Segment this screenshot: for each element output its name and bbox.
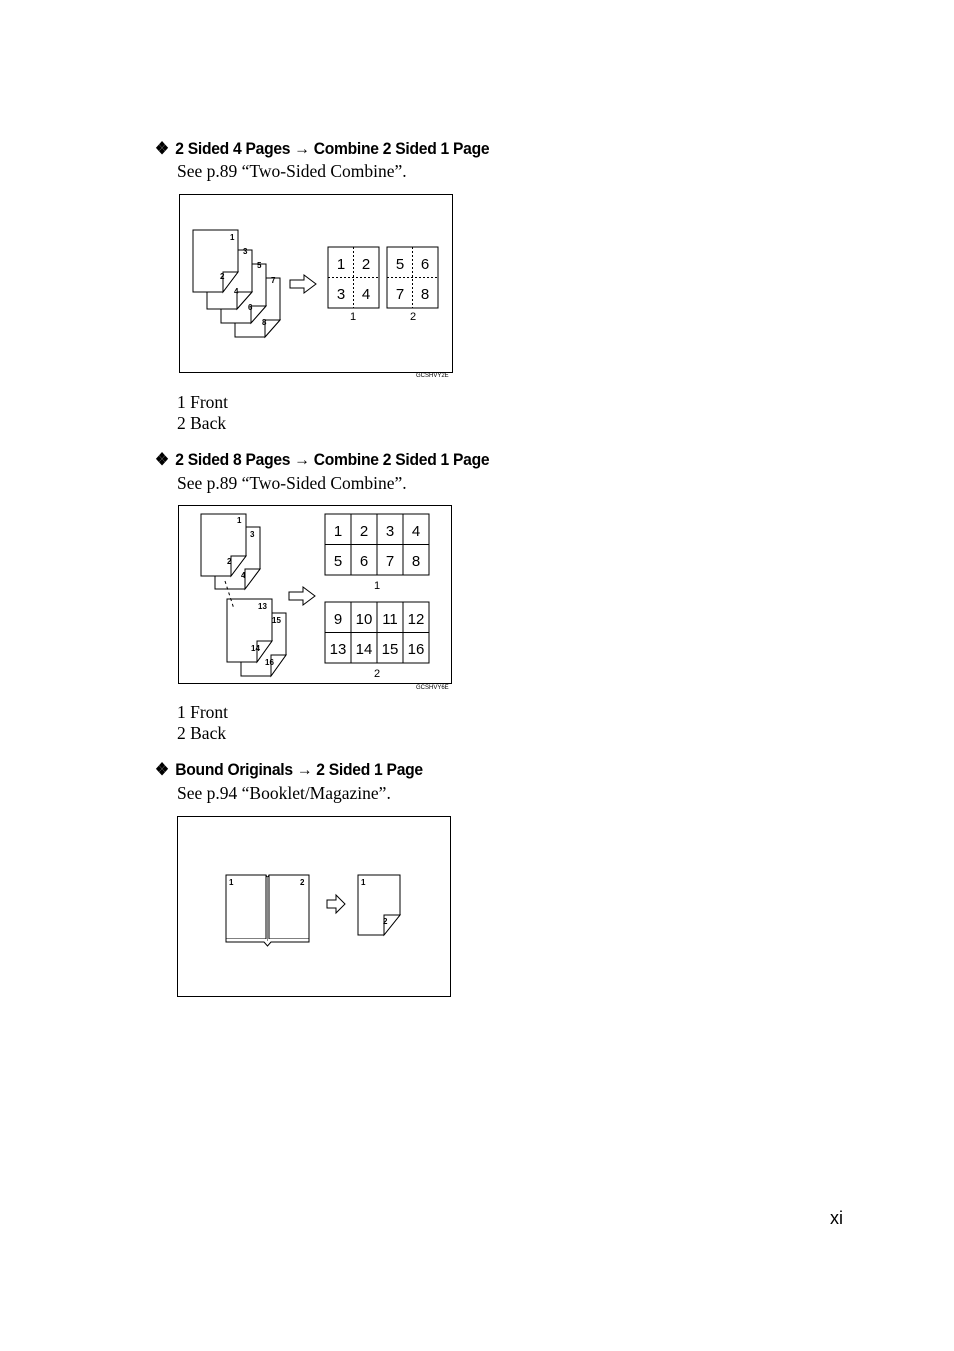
original-label-4: 4 xyxy=(241,571,246,580)
legend-back: 2 Back xyxy=(177,413,227,433)
book-page-label-2: 2 xyxy=(300,878,305,887)
sheet-label-back: 2 xyxy=(373,668,381,680)
heading-source: 2 Sided 4 Pages xyxy=(175,139,291,158)
original-label-14: 14 xyxy=(251,644,260,653)
original-label-6: 6 xyxy=(248,303,253,312)
diamond-bullet-icon: ❖ xyxy=(155,139,169,158)
cell-11: 11 xyxy=(382,611,398,628)
figure-code: GCSHVY6E xyxy=(416,685,449,691)
cell-13: 13 xyxy=(329,641,347,658)
cell-14: 14 xyxy=(355,641,373,658)
original-label-13: 13 xyxy=(258,602,267,611)
section-bound-originals xyxy=(155,760,446,803)
figure-bound-originals xyxy=(177,816,451,997)
cell-3: 3 xyxy=(336,286,346,303)
arrow-icon: → xyxy=(294,450,310,469)
cell-10: 10 xyxy=(355,611,373,628)
arrow-right-icon xyxy=(289,587,315,605)
legend-1 xyxy=(177,392,228,434)
cell-6: 6 xyxy=(420,256,430,273)
section-heading xyxy=(155,139,489,159)
figure-2sided-8pages xyxy=(178,505,452,684)
cell-1: 1 xyxy=(333,523,343,540)
original-label-16: 16 xyxy=(265,658,274,667)
reference-text: See p.89 “Two-Sided Combine”. xyxy=(177,161,407,181)
cell-2: 2 xyxy=(359,523,369,540)
legend-back: 2 Back xyxy=(177,723,227,743)
cell-3: 3 xyxy=(385,523,395,540)
arrow-icon: → xyxy=(296,760,313,779)
legend-front: 1 Front xyxy=(177,702,229,722)
sheet-label-front: 1 xyxy=(349,311,357,323)
original-label-4: 4 xyxy=(234,287,239,296)
original-label-5: 5 xyxy=(257,261,262,270)
cell-16: 16 xyxy=(407,641,425,658)
cell-12: 12 xyxy=(407,611,425,628)
reference-text: See p.89 “Two-Sided Combine”. xyxy=(177,473,407,493)
arrow-right-icon xyxy=(327,895,345,913)
arrow-right-icon xyxy=(290,275,316,293)
combine-4-diagram xyxy=(180,195,452,372)
heading-target: Combine 2 Sided 1 Page xyxy=(313,139,490,158)
original-label-7: 7 xyxy=(271,276,276,285)
cell-2: 2 xyxy=(361,256,371,273)
cell-15: 15 xyxy=(381,641,399,658)
cell-5: 5 xyxy=(395,256,405,273)
sheet-label-back: 2 xyxy=(409,311,417,323)
cell-7: 7 xyxy=(395,286,405,303)
booklet-diagram xyxy=(178,817,450,996)
reference-text: See p.94 “Booklet/Magazine”. xyxy=(177,783,391,803)
cell-8: 8 xyxy=(420,286,430,303)
original-label-1: 1 xyxy=(230,233,235,242)
original-label-1: 1 xyxy=(237,516,242,525)
cell-5: 5 xyxy=(333,553,343,570)
legend-2 xyxy=(177,702,228,744)
combine-8-diagram xyxy=(179,506,451,683)
cell-4: 4 xyxy=(411,523,421,540)
legend-front: 1 Front xyxy=(177,392,229,412)
diamond-bullet-icon: ❖ xyxy=(155,450,169,469)
cell-1: 1 xyxy=(336,256,346,273)
original-label-15: 15 xyxy=(272,616,281,625)
arrow-icon: → xyxy=(294,139,310,158)
heading-target: 2 Sided 1 Page xyxy=(316,760,423,779)
output-page-label-1: 1 xyxy=(361,878,366,887)
output-page-label-2: 2 xyxy=(383,917,388,926)
cell-8: 8 xyxy=(411,553,421,570)
original-label-3: 3 xyxy=(243,247,248,256)
original-label-2: 2 xyxy=(220,272,225,281)
sheet-label-front: 1 xyxy=(373,580,381,592)
heading-source: 2 Sided 8 Pages xyxy=(175,450,291,469)
heading-target: Combine 2 Sided 1 Page xyxy=(313,450,490,469)
figure-code: GCSHVY2E xyxy=(416,373,449,379)
section-heading xyxy=(155,760,423,780)
cell-4: 4 xyxy=(361,286,371,303)
original-label-3: 3 xyxy=(250,530,255,539)
original-label-2: 2 xyxy=(227,557,232,566)
heading-source: Bound Originals xyxy=(175,760,293,779)
section-2sided-8pages xyxy=(155,450,518,493)
page-number: xi xyxy=(830,1208,843,1228)
cell-6: 6 xyxy=(359,553,369,570)
section-2sided-4pages xyxy=(155,139,518,181)
figure-2sided-4pages xyxy=(179,194,453,373)
book-page-label-1: 1 xyxy=(229,878,234,887)
cell-7: 7 xyxy=(385,553,395,570)
cell-9: 9 xyxy=(333,611,343,628)
section-heading xyxy=(155,450,489,470)
original-label-8: 8 xyxy=(262,318,267,327)
diamond-bullet-icon: ❖ xyxy=(155,760,169,779)
